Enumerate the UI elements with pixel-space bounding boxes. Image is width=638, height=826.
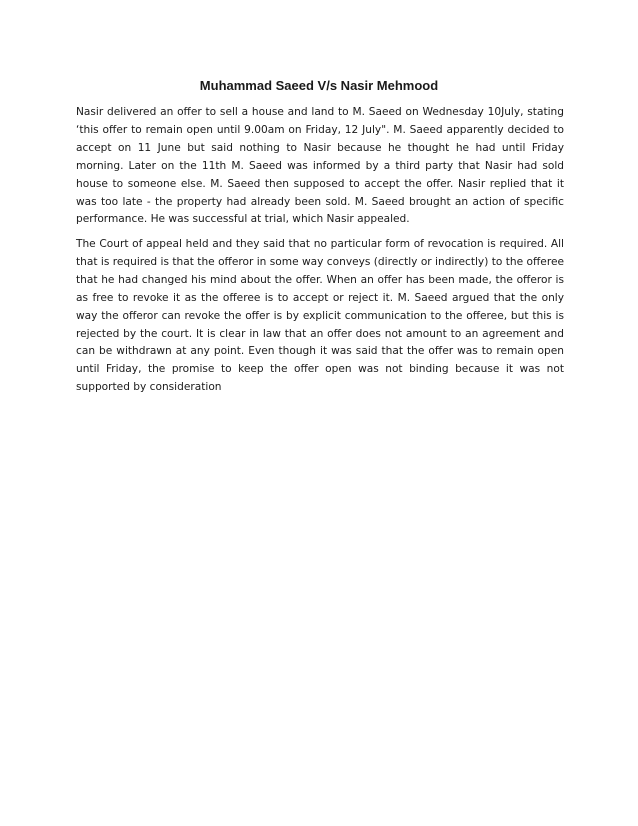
paragraph-judgment: The Court of appeal held and they said that no particular form of revocation is required. All that is required is that the offeror in some way conveys (directly or indirectly) to the offeree that he had changed his mind about the offer. When an offer has been made, the offeror is as free to revoke it as the offeree is to accept or reject it. M. Saeed argued that the only way the offeror can revoke the offer is by explicit communication to the offeree, but this is rejected by the court. It is clear in law that an offer does not amount to an agreement and can be withdrawn at any point. Even though it was said that the offer was to remain open until Friday, the promise to keep the offer open was not binding because it was not supported by consideration bbox=[76, 238, 564, 394]
paragraph-facts: Nasir delivered an offer to sell a house and land to M. Saeed on Wednesday 10July, stating ‘this offer to remain open until 9.00am on Friday, 12 July". M. Saeed apparently decided to accept on 11 June but said nothing to Nasir because he thought he had until Friday morning. Later on the 11th M. Saeed was informed by a third party that Nasir had sold house to someone else. M. Saeed then supposed to accept the offer. Nasir replied that it was too late - the property had already been sold. M. Saeed brought an action of specific performance. He was successful at trial, which Nasir appealed. bbox=[76, 106, 564, 226]
document-title: Muhammad Saeed V/s Nasir Mehmood bbox=[199, 78, 439, 93]
